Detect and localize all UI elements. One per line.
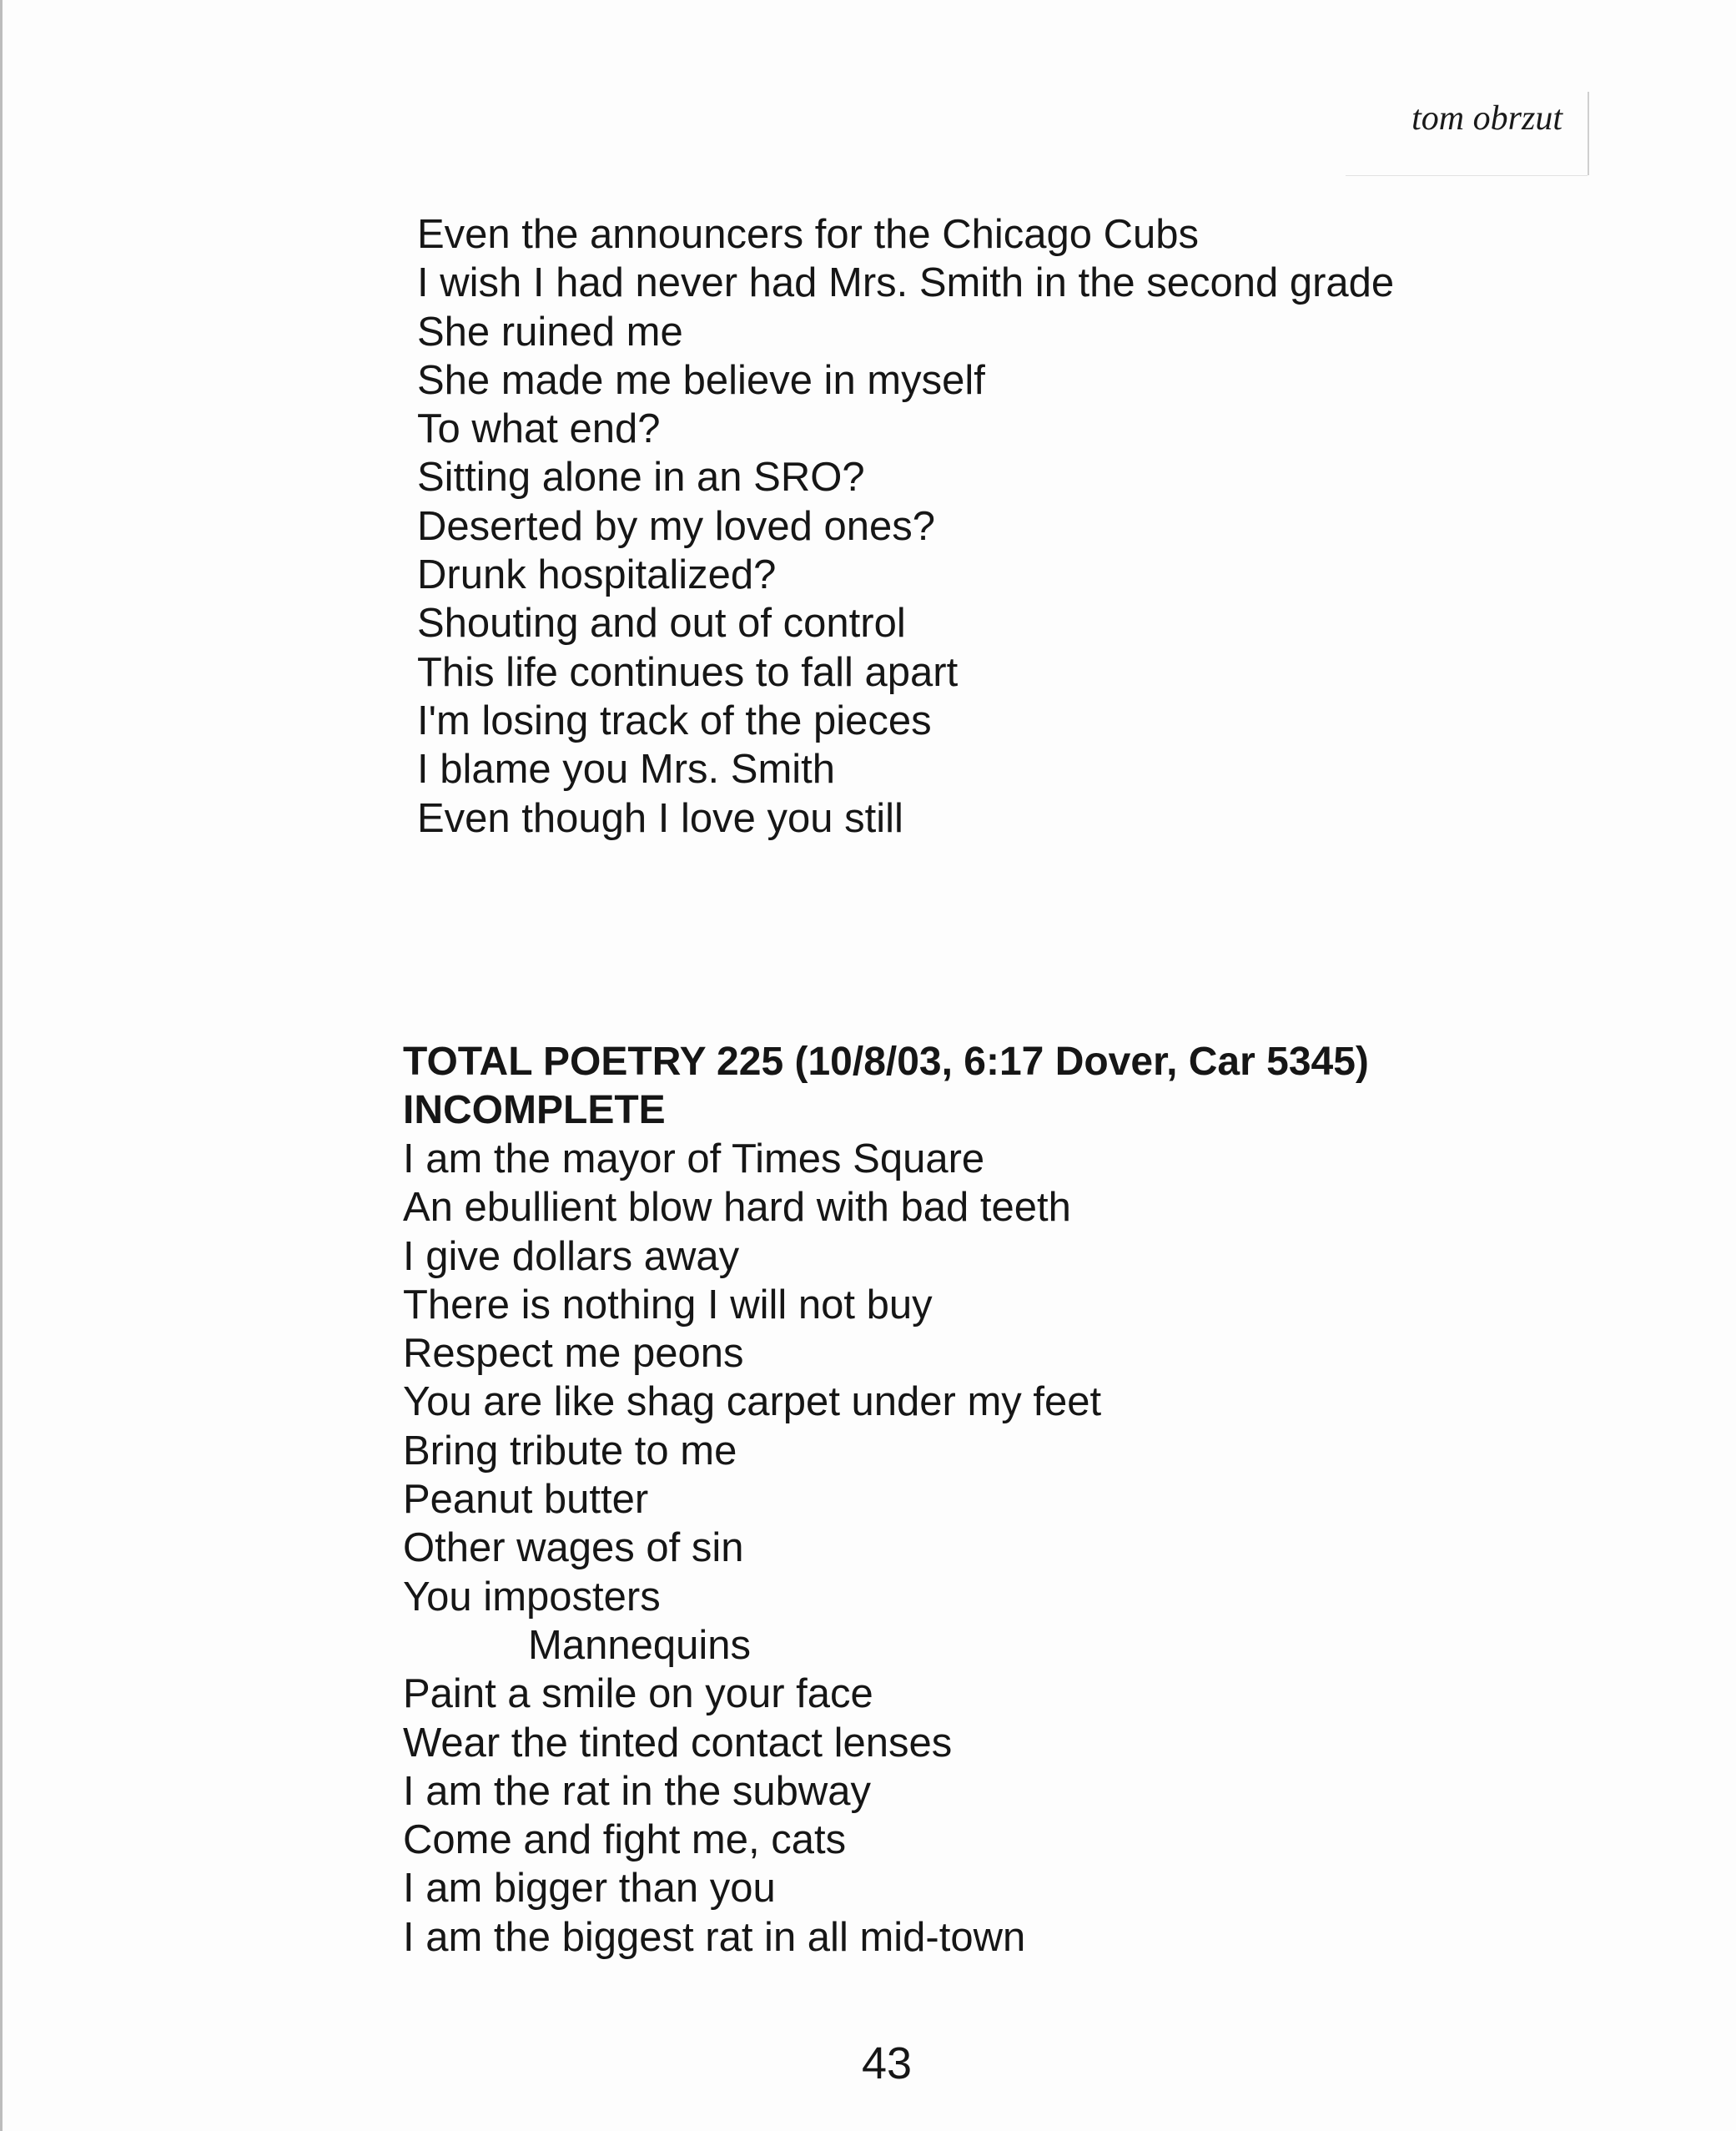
poem-line: I wish I had never had Mrs. Smith in the second grade: [417, 260, 1395, 306]
poem-line: She ruined me: [417, 309, 683, 355]
header-divider-vertical: [1588, 92, 1589, 175]
poem-line: I'm losing track of the pieces: [417, 698, 932, 743]
poem-line: You imposters: [403, 1574, 661, 1620]
poem-line: Other wages of sin: [403, 1525, 744, 1571]
running-header-author: tom obrzut: [1411, 99, 1562, 138]
poem-line: Even though I love you still: [417, 795, 903, 841]
poem-line: She made me believe in myself: [417, 357, 985, 403]
poem-continued: [417, 210, 1394, 843]
poem-line: Shouting and out of control: [417, 601, 906, 647]
poem-line: This life continues to fall apart: [417, 649, 959, 695]
poem-line: Come and fight me, cats: [403, 1817, 847, 1863]
poem-line: I blame you Mrs. Smith: [417, 747, 836, 793]
poem-total-poetry-225: [403, 1038, 1369, 1962]
poem-line: Drunk hospitalized?: [417, 552, 777, 598]
poem-line: I am the rat in the subway: [403, 1768, 872, 1814]
poem-line: Peanut butter: [403, 1477, 649, 1523]
poem-line: You are like shag carpet under my feet: [403, 1379, 1102, 1425]
poem-title-status: INCOMPLETE: [403, 1088, 666, 1132]
poem-line: Respect me peons: [403, 1331, 744, 1377]
poem-line: I give dollars away: [403, 1233, 740, 1279]
poem-line: Sitting alone in an SRO?: [417, 455, 865, 501]
poem-line: Wear the tinted contact lenses: [403, 1720, 953, 1766]
poem-line: I am the mayor of Times Square: [403, 1136, 985, 1181]
poem-line: There is nothing I will not buy: [403, 1282, 933, 1327]
poem-line: Even the announcers for the Chicago Cubs: [417, 212, 1200, 257]
poem-line-indented: Mannequins: [528, 1622, 751, 1668]
poem-line: Paint a smile on your face: [403, 1671, 873, 1717]
poem-line: I am the biggest rat in all mid-town: [403, 1914, 1026, 1960]
poem-line: Bring tribute to me: [403, 1428, 737, 1474]
poem-line: Deserted by my loved ones?: [417, 503, 935, 549]
page-number: 43: [861, 2038, 913, 2088]
poem-line: An ebullient blow hard with bad teeth: [403, 1185, 1071, 1231]
poem-line: To what end?: [417, 406, 661, 452]
poem-line: I am bigger than you: [403, 1866, 776, 1912]
poem-title: TOTAL POETRY 225 (10/8/03, 6:17 Dover, Car 5345): [403, 1040, 1369, 1084]
header-divider-horizontal: [1346, 175, 1588, 176]
